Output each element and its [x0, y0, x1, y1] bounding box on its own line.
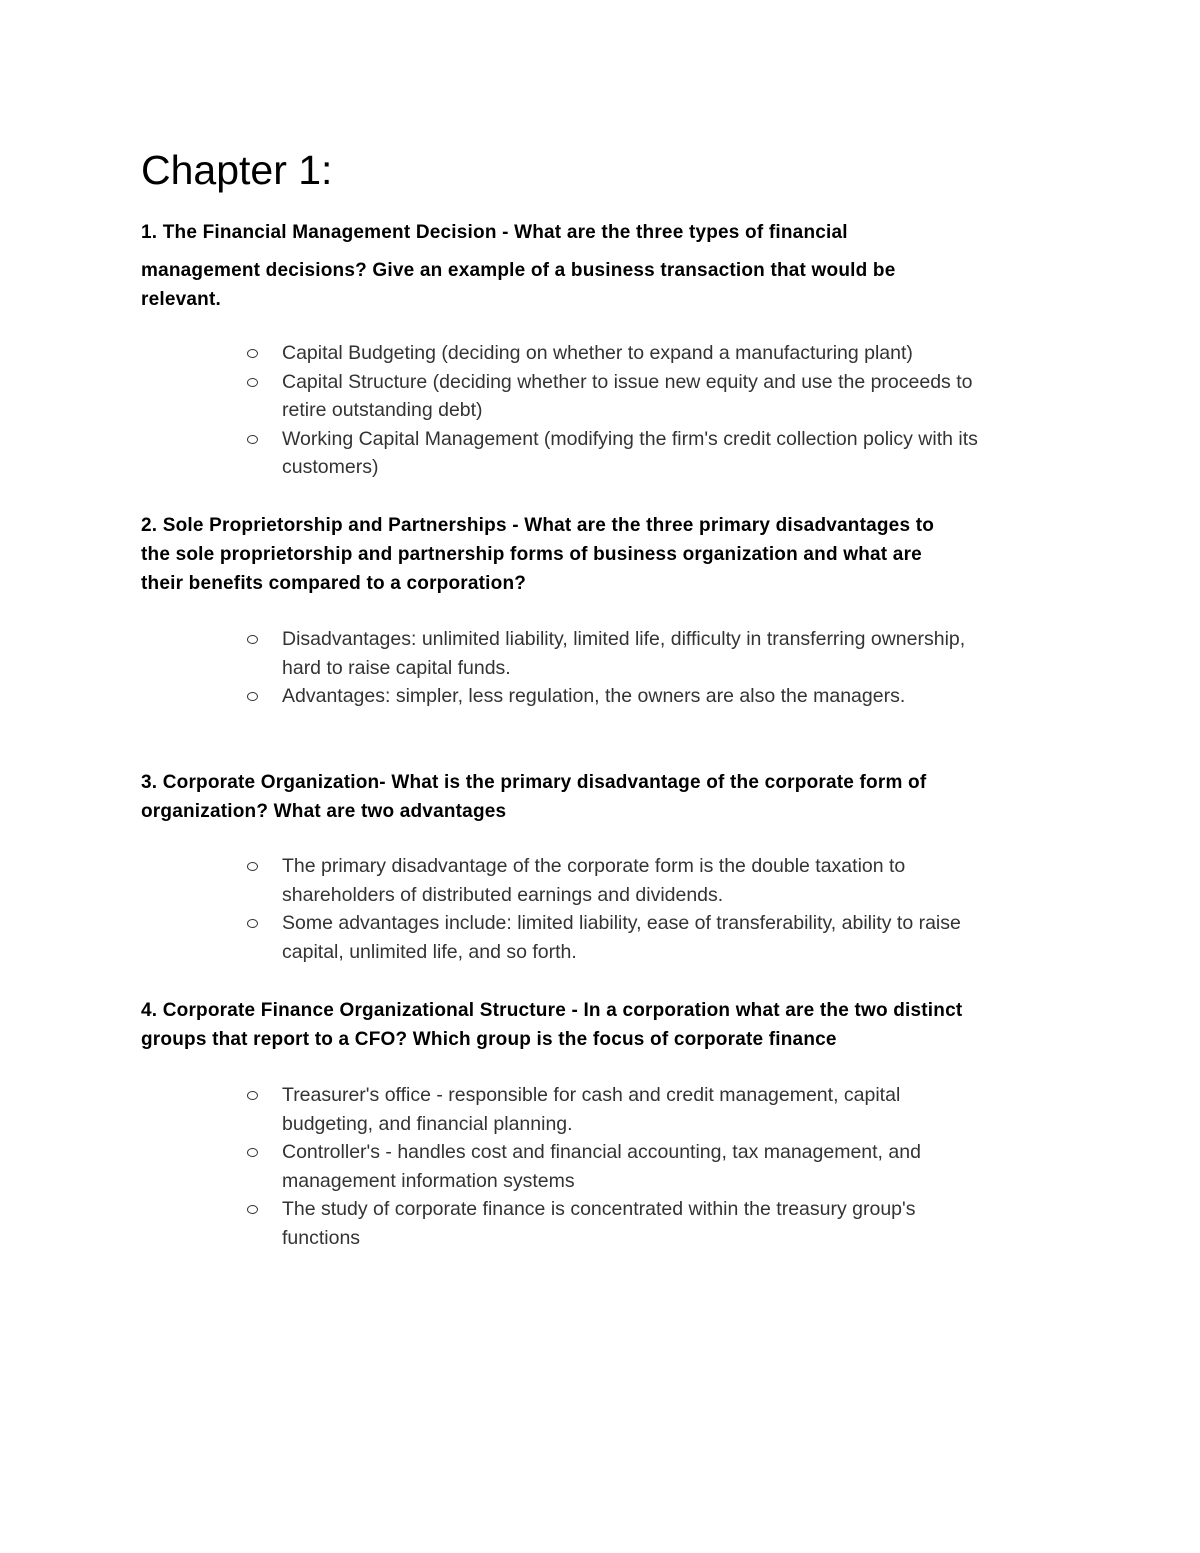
hollow-circle-bullet-icon: [247, 1205, 258, 1214]
question-line: management decisions? Give an example of a business transaction that would be: [141, 260, 896, 281]
answer-text: Capital Budgeting (deciding on whether to expand a manufacturing plant): [282, 342, 913, 364]
answer-text: Controller's - handles cost and financial accounting, tax management, and: [282, 1141, 921, 1164]
answer-list-1: [240, 339, 1070, 482]
question-line: relevant.: [141, 289, 221, 310]
answer-list-4: [240, 1081, 1070, 1253]
question-4: [141, 996, 1071, 1054]
answer-text: hard to raise capital funds.: [282, 656, 511, 679]
hollow-circle-bullet-icon: [247, 349, 258, 358]
question-line: 3. Corporate Organization- What is the primary disadvantage of the corporate form of: [141, 772, 927, 793]
answer-text: budgeting, and financial planning.: [282, 1112, 573, 1135]
question-line: their benefits compared to a corporation?: [141, 573, 527, 594]
hollow-circle-bullet-icon: [247, 919, 258, 928]
answer-text: The study of corporate finance is concentrated within the treasury group's: [282, 1198, 916, 1221]
answer-text: functions: [282, 1226, 361, 1249]
answer-item: [240, 909, 1070, 966]
hollow-circle-bullet-icon: [247, 1091, 258, 1100]
answer-item: [240, 852, 1070, 909]
answer-text: shareholders of distributed earnings and dividends.: [282, 883, 724, 906]
hollow-circle-bullet-icon: [247, 635, 258, 644]
question-line: the sole proprietorship and partnership forms of business organization and what are: [141, 544, 922, 565]
question-1: [141, 218, 1071, 314]
answer-list-3: [240, 852, 1070, 966]
hollow-circle-bullet-icon: [247, 1148, 258, 1157]
hollow-circle-bullet-icon: [247, 692, 258, 701]
answer-text: customers): [282, 456, 379, 479]
answer-item: [240, 339, 1070, 368]
question-line: 1. The Financial Management Decision - What are the three types of financial: [141, 222, 848, 243]
answer-item: [240, 1138, 1070, 1195]
question-2: [141, 511, 1071, 598]
answer-text: Working Capital Management (modifying the firm's credit collection policy with its: [282, 427, 978, 450]
answer-item: [240, 682, 1070, 711]
hollow-circle-bullet-icon: [247, 435, 258, 444]
answer-text: capital, unlimited life, and so forth.: [282, 940, 577, 963]
answer-text: Capital Structure (deciding whether to issue new equity and use the proceeds to: [282, 370, 973, 393]
answer-text: Some advantages include: limited liability, ease of transferability, ability to raise: [282, 912, 961, 935]
answer-list-2: [240, 625, 1070, 711]
answer-item: [240, 1195, 1070, 1252]
question-line: groups that report to a CFO? Which group is the focus of corporate finance: [141, 1029, 837, 1050]
answer-text: Treasurer's office - responsible for cash and credit management, capital: [282, 1084, 901, 1106]
question-line: 2. Sole Proprietorship and Partnerships - What are the three primary disadvantages to: [141, 515, 935, 536]
answer-text: management information systems: [282, 1169, 575, 1192]
question-3: [141, 768, 1071, 826]
answer-item: [240, 425, 1070, 482]
answer-item: [240, 368, 1070, 425]
answer-item: [240, 1081, 1070, 1138]
question-line: 4. Corporate Finance Organizational Structure - In a corporation what are the two distinct: [141, 1000, 963, 1021]
answer-text: The primary disadvantage of the corporate form is the double taxation to: [282, 855, 906, 877]
answer-text: retire outstanding debt): [282, 399, 483, 422]
hollow-circle-bullet-icon: [247, 862, 258, 871]
answer-text: Disadvantages: unlimited liability, limited life, difficulty in transferring ownership,: [282, 628, 966, 650]
answer-text: Advantages: simpler, less regulation, the owners are also the managers.: [282, 685, 906, 708]
question-line: organization? What are two advantages: [141, 801, 507, 822]
answer-item: [240, 625, 1070, 682]
page-title: Chapter 1:: [141, 147, 333, 193]
hollow-circle-bullet-icon: [247, 378, 258, 387]
